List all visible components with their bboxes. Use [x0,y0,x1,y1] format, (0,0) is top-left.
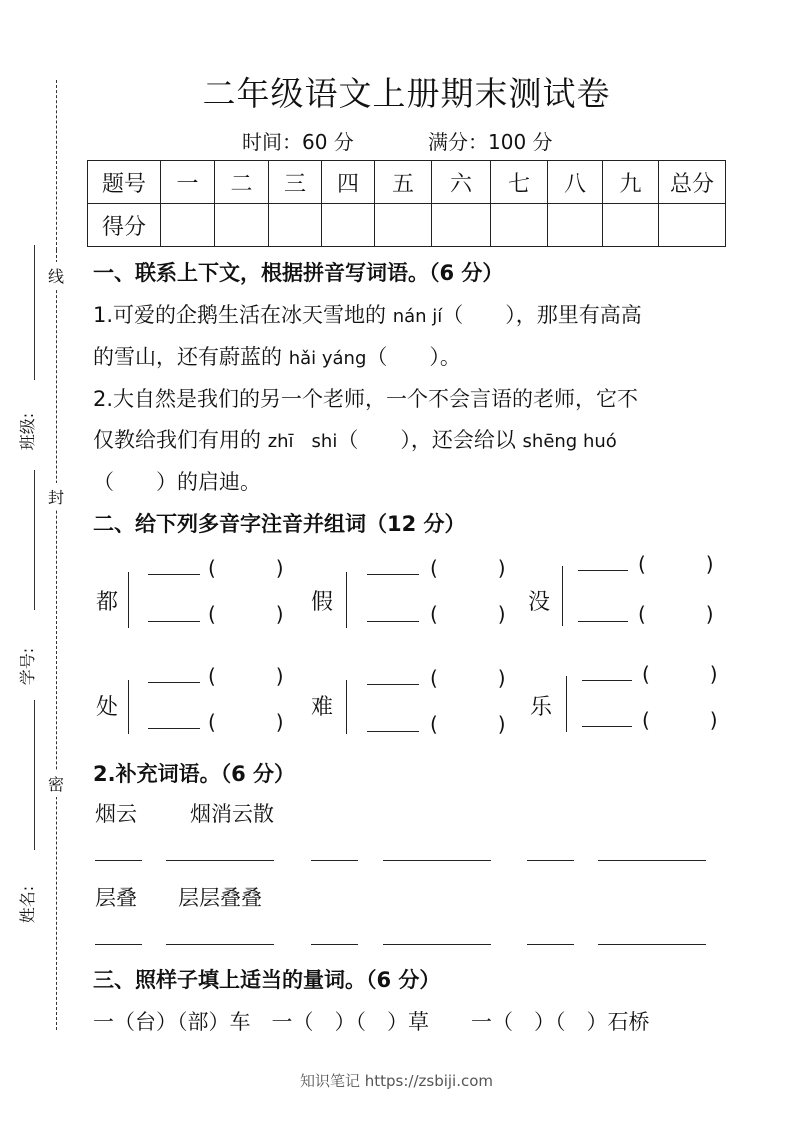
polyphone-char: 没 [528,590,551,615]
pinyin-blank[interactable]: ( ) [430,712,506,736]
measure-word-line: 一（台）（部）车 一（ ）（ ）草 一（ ）（ ）石桥 [93,1010,650,1034]
polyphone-char: 乐 [530,695,553,720]
brace [346,572,359,628]
pinyin: nán jí [392,306,443,327]
score-cell[interactable] [215,204,269,247]
name-fill-line[interactable] [34,700,35,850]
pinyin: zhī shi [267,431,338,452]
word-blank[interactable] [582,680,632,681]
table-header-cell: 总分 [659,161,726,204]
idiom-blank[interactable] [598,860,706,861]
score-table [87,160,726,247]
section1-q2-line3: （ ）的启迪。 [93,470,261,494]
table-header-cell: 八 [548,161,603,204]
table-header-cell: 一 [161,161,215,204]
name-label: 姓名: [18,885,38,924]
binding-char-xian: 线 [48,262,64,289]
pinyin: shēng huó [522,431,617,452]
word-blank[interactable] [311,860,358,861]
class-fill-line[interactable] [34,245,35,380]
polyphone-char: 处 [96,695,119,720]
brace [346,680,359,734]
table-header-cell: 三 [269,161,322,204]
text: （ ），那里有高高 [442,303,642,327]
idiom-blank[interactable] [383,944,491,945]
idiom-blank[interactable] [598,944,706,945]
section3-heading: 三、照样子填上适当的量词。（6 分） [93,968,441,992]
word-blank[interactable] [367,731,419,732]
brace [128,680,141,734]
text: 仅教给我们有用的 [93,428,268,452]
score-cell[interactable] [375,204,432,247]
word-blank[interactable] [367,684,419,685]
idiom-blank[interactable] [166,944,274,945]
binding-dashed-line [56,250,57,1030]
binding-char-mi: 密 [48,770,64,797]
pinyin-blank[interactable]: ( ) [208,664,284,688]
pinyin-blank[interactable]: ( ) [208,602,284,626]
word-blank[interactable] [148,621,200,622]
text: 的雪山，还有蔚蓝的 [93,345,289,369]
footer-watermark: 知识笔记 https://zsbiji.com [299,1072,494,1090]
brace [562,566,575,626]
example-word: 层叠 [95,886,137,910]
table-header-cell: 五 [375,161,432,204]
example-idiom: 烟消云散 [190,802,274,826]
score-cell[interactable] [161,204,215,247]
score-cell[interactable] [432,204,491,247]
score-cell[interactable] [322,204,375,247]
example-word: 烟云 [95,802,137,826]
word-blank[interactable] [95,860,142,861]
pinyin-blank[interactable]: ( ) [642,662,718,686]
pinyin-blank[interactable]: ( ) [430,666,506,690]
score-row-label: 得分 [88,204,161,247]
text: （ ）。 [366,345,461,369]
pinyin-blank[interactable]: ( ) [638,602,714,626]
example-idiom: 层层叠叠 [178,886,262,910]
id-label: 学号: [18,647,38,686]
text: 1.可爱的企鹅生活在冰天雪地的 [93,303,393,327]
score-cell[interactable] [269,204,322,247]
section1-q2-line1: 2.大自然是我们的另一个老师，一个不会言语的老师，它不 [93,387,639,411]
table-header-cell: 题号 [88,161,161,204]
table-row [88,161,726,204]
word-blank[interactable] [148,682,200,683]
pinyin-blank[interactable]: ( ) [638,552,714,576]
word-blank[interactable] [527,860,574,861]
word-blank[interactable] [367,621,419,622]
idiom-blank[interactable] [166,860,274,861]
pinyin-blank[interactable]: ( ) [208,710,284,734]
full-score: 满分：100 分 [428,130,553,154]
page-title: 二年级语文上册期末测试卷 [202,74,611,113]
pinyin-blank[interactable]: ( ) [430,556,506,580]
word-blank[interactable] [527,944,574,945]
word-blank[interactable] [95,944,142,945]
brace [566,676,579,732]
table-header-cell: 四 [322,161,375,204]
score-cell[interactable] [659,204,726,247]
pinyin: hǎi yáng [288,348,367,369]
section1-q1-line2 [93,341,461,371]
section1-heading: 一、联系上下文，根据拼音写词语。（6 分） [93,261,504,285]
polyphone-char: 假 [311,590,334,615]
word-blank[interactable] [148,574,200,575]
section2b-heading: 2.补充词语。（6 分） [93,762,296,786]
word-blank[interactable] [367,574,419,575]
polyphone-char: 都 [96,590,119,615]
word-blank[interactable] [148,728,200,729]
section2-heading: 二、给下列多音字注音并组词（12 分） [93,512,466,536]
table-header-cell: 六 [432,161,491,204]
idiom-blank[interactable] [383,860,491,861]
word-blank[interactable] [578,621,628,622]
table-row [88,204,726,247]
pinyin-blank[interactable]: ( ) [208,556,284,580]
score-cell[interactable] [491,204,548,247]
polyphone-char: 难 [311,695,334,720]
table-header-cell: 九 [603,161,659,204]
word-blank[interactable] [578,570,628,571]
table-header-cell: 七 [491,161,548,204]
binding-char-feng: 封 [48,483,64,510]
score-cell[interactable] [548,204,603,247]
score-cell[interactable] [603,204,659,247]
class-label: 班级: [18,412,38,451]
section1-q2-line2 [93,424,617,454]
id-fill-line[interactable] [34,470,35,610]
pinyin-blank[interactable]: ( ) [642,708,718,732]
text: （ ），还会给以 [337,428,523,452]
section1-q1-line1 [93,299,642,329]
pinyin-blank[interactable]: ( ) [430,602,506,626]
word-blank[interactable] [582,726,632,727]
brace [128,572,141,628]
word-blank[interactable] [311,944,358,945]
exam-time: 时间：60 分 [242,130,354,154]
table-header-cell: 二 [215,161,269,204]
